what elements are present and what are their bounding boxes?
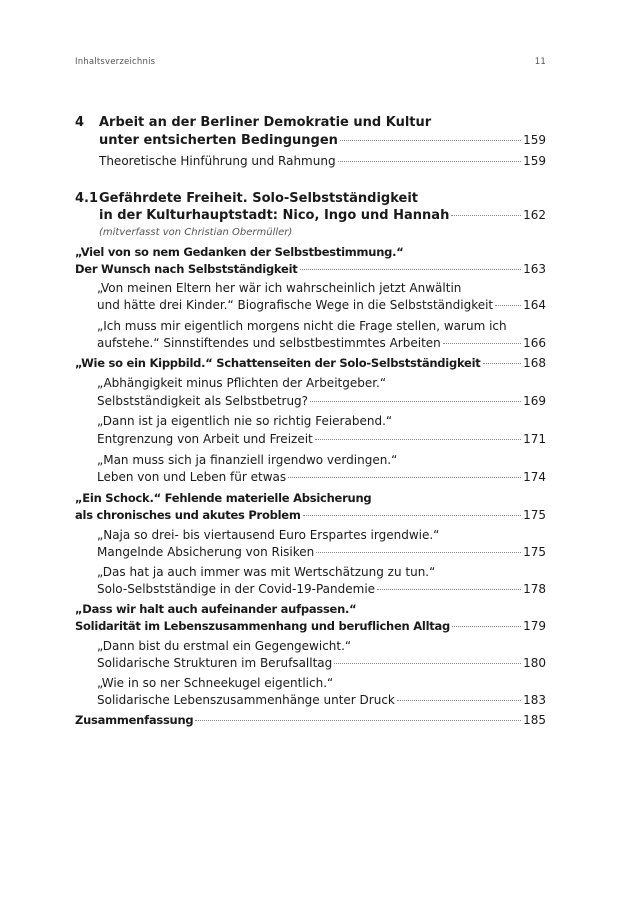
entry-title: Solidarität im Lebenszusammenhang und beruflichen Alltag — [75, 619, 451, 633]
entry-page: 175 — [523, 508, 546, 522]
leader-dots — [338, 160, 522, 162]
leader-dots — [397, 699, 521, 701]
chapter-title-line2: unter entsicherten Bedingungen — [99, 133, 338, 148]
toc-entry-line1: „Ein Schock.“ Fehlende materielle Absicherung — [75, 491, 372, 505]
toc-entry-line1: „Von meinen Eltern her wär ich wahrscheinlich jetzt Anwältin — [97, 281, 462, 295]
entry-page: 159 — [523, 133, 546, 147]
entry-page: 180 — [523, 656, 546, 670]
entry-title: Zusammenfassung — [75, 713, 194, 727]
toc-entry[interactable] — [75, 335, 546, 352]
leader-dots — [315, 438, 521, 440]
entry-page: 183 — [523, 693, 546, 707]
entry-page: 164 — [523, 298, 546, 312]
toc-entry-line1: „Ich muss mir eigentlich morgens nicht die Frage stellen, warum ich — [97, 319, 507, 333]
toc-entry-line1: „Dass wir halt auch aufeinander aufpassen.“ — [75, 602, 357, 616]
toc-entry[interactable] — [75, 618, 546, 635]
leader-dots — [316, 551, 521, 553]
toc-entry[interactable] — [75, 581, 546, 598]
leader-dots — [443, 342, 521, 344]
entry-title: Leben von und Leben für etwas — [97, 470, 287, 484]
toc-entry[interactable] — [75, 153, 546, 170]
entry-title: Entgrenzung von Arbeit und Freizeit — [97, 432, 313, 446]
entry-title: „Wie so ein Kippbild.“ Schattenseiten der Solo-Selbstständigkeit — [75, 356, 481, 370]
entry-title: Selbstständigkeit als Selbstbetrug? — [97, 394, 309, 408]
leader-dots — [310, 400, 521, 402]
toc-entry[interactable] — [75, 431, 546, 448]
leader-dots — [334, 662, 521, 664]
leader-dots — [495, 304, 521, 306]
section-title-line2: in der Kulturhauptstadt: Nico, Ingo und Hannah — [99, 208, 450, 223]
entry-page: 166 — [523, 336, 546, 350]
entry-page: 168 — [523, 356, 546, 370]
toc-entry[interactable] — [75, 692, 546, 709]
entry-page: 185 — [523, 713, 546, 727]
toc-entry[interactable] — [75, 544, 546, 561]
entry-page: 162 — [523, 208, 546, 222]
leader-dots — [377, 588, 521, 590]
entry-title: Mangelnde Absicherung von Risiken — [97, 545, 315, 559]
leader-dots — [195, 719, 521, 721]
toc-entry[interactable] — [75, 207, 546, 224]
toc-entry-line1: „Abhängigkeit minus Pflichten der Arbeitgeber.“ — [97, 376, 387, 390]
entry-page: 163 — [523, 262, 546, 276]
entry-title: aufstehe.“ Sinnstiftendes und selbstbestimmtes Arbeiten — [97, 336, 441, 350]
running-head-section: Inhaltsverzeichnis — [75, 57, 156, 67]
entry-page: 171 — [523, 432, 546, 446]
entry-title: und hätte drei Kinder.“ Biografische Wege in die Selbstständigkeit — [97, 298, 494, 312]
leader-dots — [452, 625, 521, 627]
toc-entry-line1: „Viel von so nem Gedanken der Selbstbestimmung.“ — [75, 245, 404, 259]
toc-entry[interactable] — [75, 132, 546, 149]
toc-entry-line1: „Dann bist du erstmal ein Gegengewicht.“ — [97, 639, 352, 653]
toc-chapter-title-line1: 4 Arbeit an der Berliner Demokratie und Kultur — [75, 115, 432, 130]
toc-entry[interactable] — [75, 261, 546, 278]
entry-page: 169 — [523, 394, 546, 408]
page-number: 11 — [534, 57, 546, 67]
toc-entry[interactable] — [75, 355, 546, 372]
leader-dots — [451, 214, 521, 216]
entry-title: Der Wunsch nach Selbstständigkeit — [75, 262, 298, 276]
entry-title: Theoretische Hinführung und Rahmung — [99, 154, 336, 168]
coauthor-note: (mitverfasst von Christian Obermüller) — [99, 227, 293, 238]
leader-dots — [340, 139, 521, 141]
leader-dots — [300, 268, 522, 270]
entry-title: Solidarische Strukturen im Berufsalltag — [97, 656, 333, 670]
entry-page: 179 — [523, 619, 546, 633]
toc-entry-line1: „Dann ist ja eigentlich nie so richtig Feierabend.“ — [97, 414, 393, 428]
toc-entry-line1: „Man muss sich ja finanziell irgendwo verdingen.“ — [97, 453, 398, 467]
toc-entry-line1: „Naja so drei- bis viertausend Euro Erspartes irgendwie.“ — [97, 528, 440, 542]
entry-page: 159 — [523, 154, 546, 168]
entry-title: als chronisches und akutes Problem — [75, 508, 301, 522]
chapter-number: 4 — [75, 115, 85, 130]
entry-title: Solidarische Lebenszusammenhänge unter Druck — [97, 693, 395, 707]
section-number: 4.1 — [75, 191, 99, 206]
toc-entry-line1: „Das hat ja auch immer was mit Wertschätzung zu tun.“ — [97, 565, 436, 579]
entry-page: 175 — [523, 545, 546, 559]
toc-entry[interactable] — [75, 507, 546, 524]
toc-entry[interactable] — [75, 297, 546, 314]
toc-entry[interactable] — [75, 469, 546, 486]
entry-page: 174 — [523, 470, 546, 484]
toc-entry[interactable] — [75, 655, 546, 672]
toc-entry-line1: „Wie in so ner Schneekugel eigentlich.“ — [97, 676, 334, 690]
toc-entry[interactable] — [75, 393, 546, 410]
entry-page: 178 — [523, 582, 546, 596]
toc-section-title-line1: 4.1Gefährdete Freiheit. Solo-Selbstständigkeit — [75, 191, 419, 206]
entry-title: Solo-Selbstständige in der Covid-19-Pandemie — [97, 582, 376, 596]
leader-dots — [288, 476, 521, 478]
running-head — [75, 57, 546, 67]
leader-dots — [483, 362, 522, 364]
toc-entry[interactable] — [75, 712, 546, 729]
leader-dots — [303, 514, 522, 516]
